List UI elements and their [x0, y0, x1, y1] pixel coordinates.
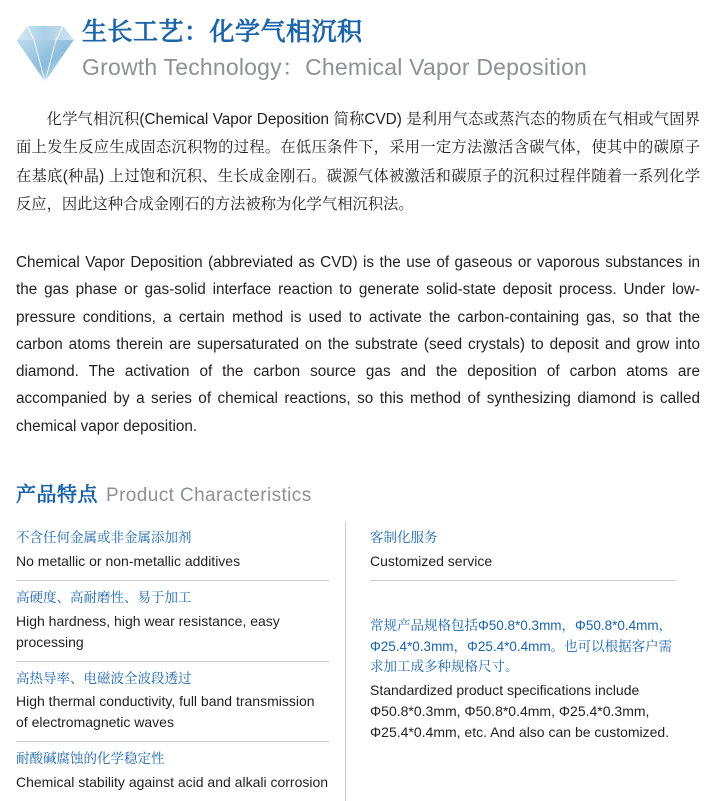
characteristic-en: Standardized product specifications include Φ50.8*0.3mm, Φ50.8*0.4mm, Φ25.4*0.3mm, Φ25.4*0.4mm, etc. And also can be customized. — [370, 682, 670, 741]
page-title-en: Growth Technology：Chemical Vapor Deposition — [82, 53, 588, 80]
intro-paragraph-cn: 化学气相沉积(Chemical Vapor Deposition 简称CVD) 是利用气态或蒸汽态的物质在气相或气固界面上发生反应生成固态沉积物的过程。在低压条件下，采用一定方法激活含碳气体，使其中的碳原子在基底(种晶) 上过饱和沉积、生长成金刚石。碳源气体被激活和碳原子的沉积过程伴随着一系列化学反应，因此这种合成金刚石的方法被称为化学气相沉积法。 — [16, 111, 700, 213]
characteristic-cn: 客制化服务 — [370, 529, 438, 545]
section-heading — [16, 478, 700, 507]
list-item — [370, 521, 676, 581]
characteristic-cn: 高热导率、电磁波全波段透过 — [16, 670, 192, 686]
header-text-block — [82, 16, 587, 83]
characteristic-cn: 不含任何金属或非金属添加剂 — [16, 529, 192, 545]
list-item — [16, 742, 329, 801]
characteristics-column-left — [16, 521, 346, 801]
diamond-icon — [14, 18, 76, 84]
characteristics-column-right — [346, 521, 676, 801]
document-header — [0, 0, 716, 84]
page-title-cn: 生长工艺：化学气相沉积 — [82, 18, 363, 46]
characteristic-cn: 耐酸碱腐蚀的化学稳定性 — [16, 751, 165, 767]
characteristic-en: High hardness, high wear resistance, easy processing — [16, 612, 280, 650]
characteristics-container — [16, 521, 700, 801]
characteristic-en: Customized service — [370, 552, 493, 569]
characteristic-cn: 常规产品规格包括Φ50.8*0.3mm，Φ50.8*0.4mm，Φ25.4*0.3mm，Φ25.4*0.4mm。也可以根据客户需求加工成多种规格尺寸。 — [370, 617, 673, 675]
characteristic-en: No metallic or non-metallic additives — [16, 552, 241, 569]
characteristic-cn: 高硬度、高耐磨性、易于加工 — [16, 589, 192, 605]
characteristic-en: Chemical stability against acid and alkali corrosion — [16, 774, 329, 791]
characteristic-en: High thermal conductivity, full band transmission of electromagnetic waves — [16, 693, 315, 731]
section-heading-en: Product Characteristics — [106, 484, 312, 506]
list-item — [16, 521, 329, 581]
list-item — [370, 609, 676, 752]
list-item — [16, 662, 329, 743]
section-heading-cn: 产品特点 — [16, 483, 98, 506]
list-item — [16, 581, 329, 662]
intro-paragraph-en: Chemical Vapor Deposition (abbreviated as CVD) is the use of gaseous or vaporous substances in the gas phase or gas-solid interface reaction to generate solid-state deposit process. Under low-pressure conditions, a certain method is used to activate the carbon-containing gas, so that the carbon atoms therein are supersaturated on the substrate (seed crystals) to deposit and grow into diamond. The activation of the carbon source gas and the deposition of carbon atoms are accompanied by a series of chemical reactions, so this method of synthesizing diamond is called chemical vapor deposition. — [16, 254, 700, 435]
spacer — [370, 581, 676, 609]
